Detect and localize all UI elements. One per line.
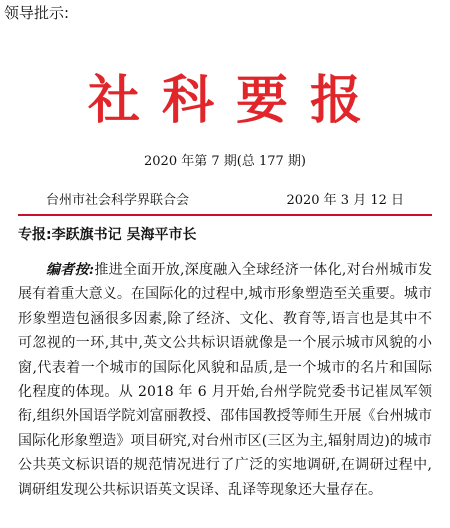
recipient-line: 专报:李跃旗书记 吴海平市长 bbox=[18, 227, 197, 243]
leader-instruction-label: 领导批示: bbox=[4, 4, 70, 22]
masthead-divider bbox=[18, 214, 432, 216]
issue-number: 2020 年第 7 期(总 177 期) bbox=[144, 154, 306, 169]
masthead-title: 社科要报 bbox=[87, 70, 384, 131]
editor-note-lead: 编者按: bbox=[46, 262, 95, 278]
publication-info-row bbox=[46, 189, 404, 207]
publisher-name: 台州市社会科学界联合会 bbox=[46, 193, 190, 208]
publish-date: 2020 年 3 月 12 日 bbox=[286, 193, 404, 208]
editor-note-paragraph bbox=[18, 258, 432, 502]
editor-note-text: 推进全面开放,深度融入全球经济一体化,对台州城市发展有着重大意义。在国际化的过程中,城市形象塑造至关重要。城市形象塑造包涵很多因素,除了经济、文化、教育等,语言也是其中不可忽视的一环,其中,英文公共标识语就像是一个展示城市风貌的小窗,代表着一个城市的国际化风貌和品质,是一个城市的名片和国际化程度的体现。从 2018 年 6 月开始,台州学院党委书记崔凤军领衔,组织外国语学院刘富丽教授、邵伟国教授等师生开展《台州城市国际化形象塑造》项目研究,对台州市区(三区为主,辐射周边)的城市公共英文标识语的规范情况进行了广泛的实地调研,在调研过程中,调研组发现公共标识语英文误译、乱译等现象还大量存在。 bbox=[18, 262, 433, 498]
